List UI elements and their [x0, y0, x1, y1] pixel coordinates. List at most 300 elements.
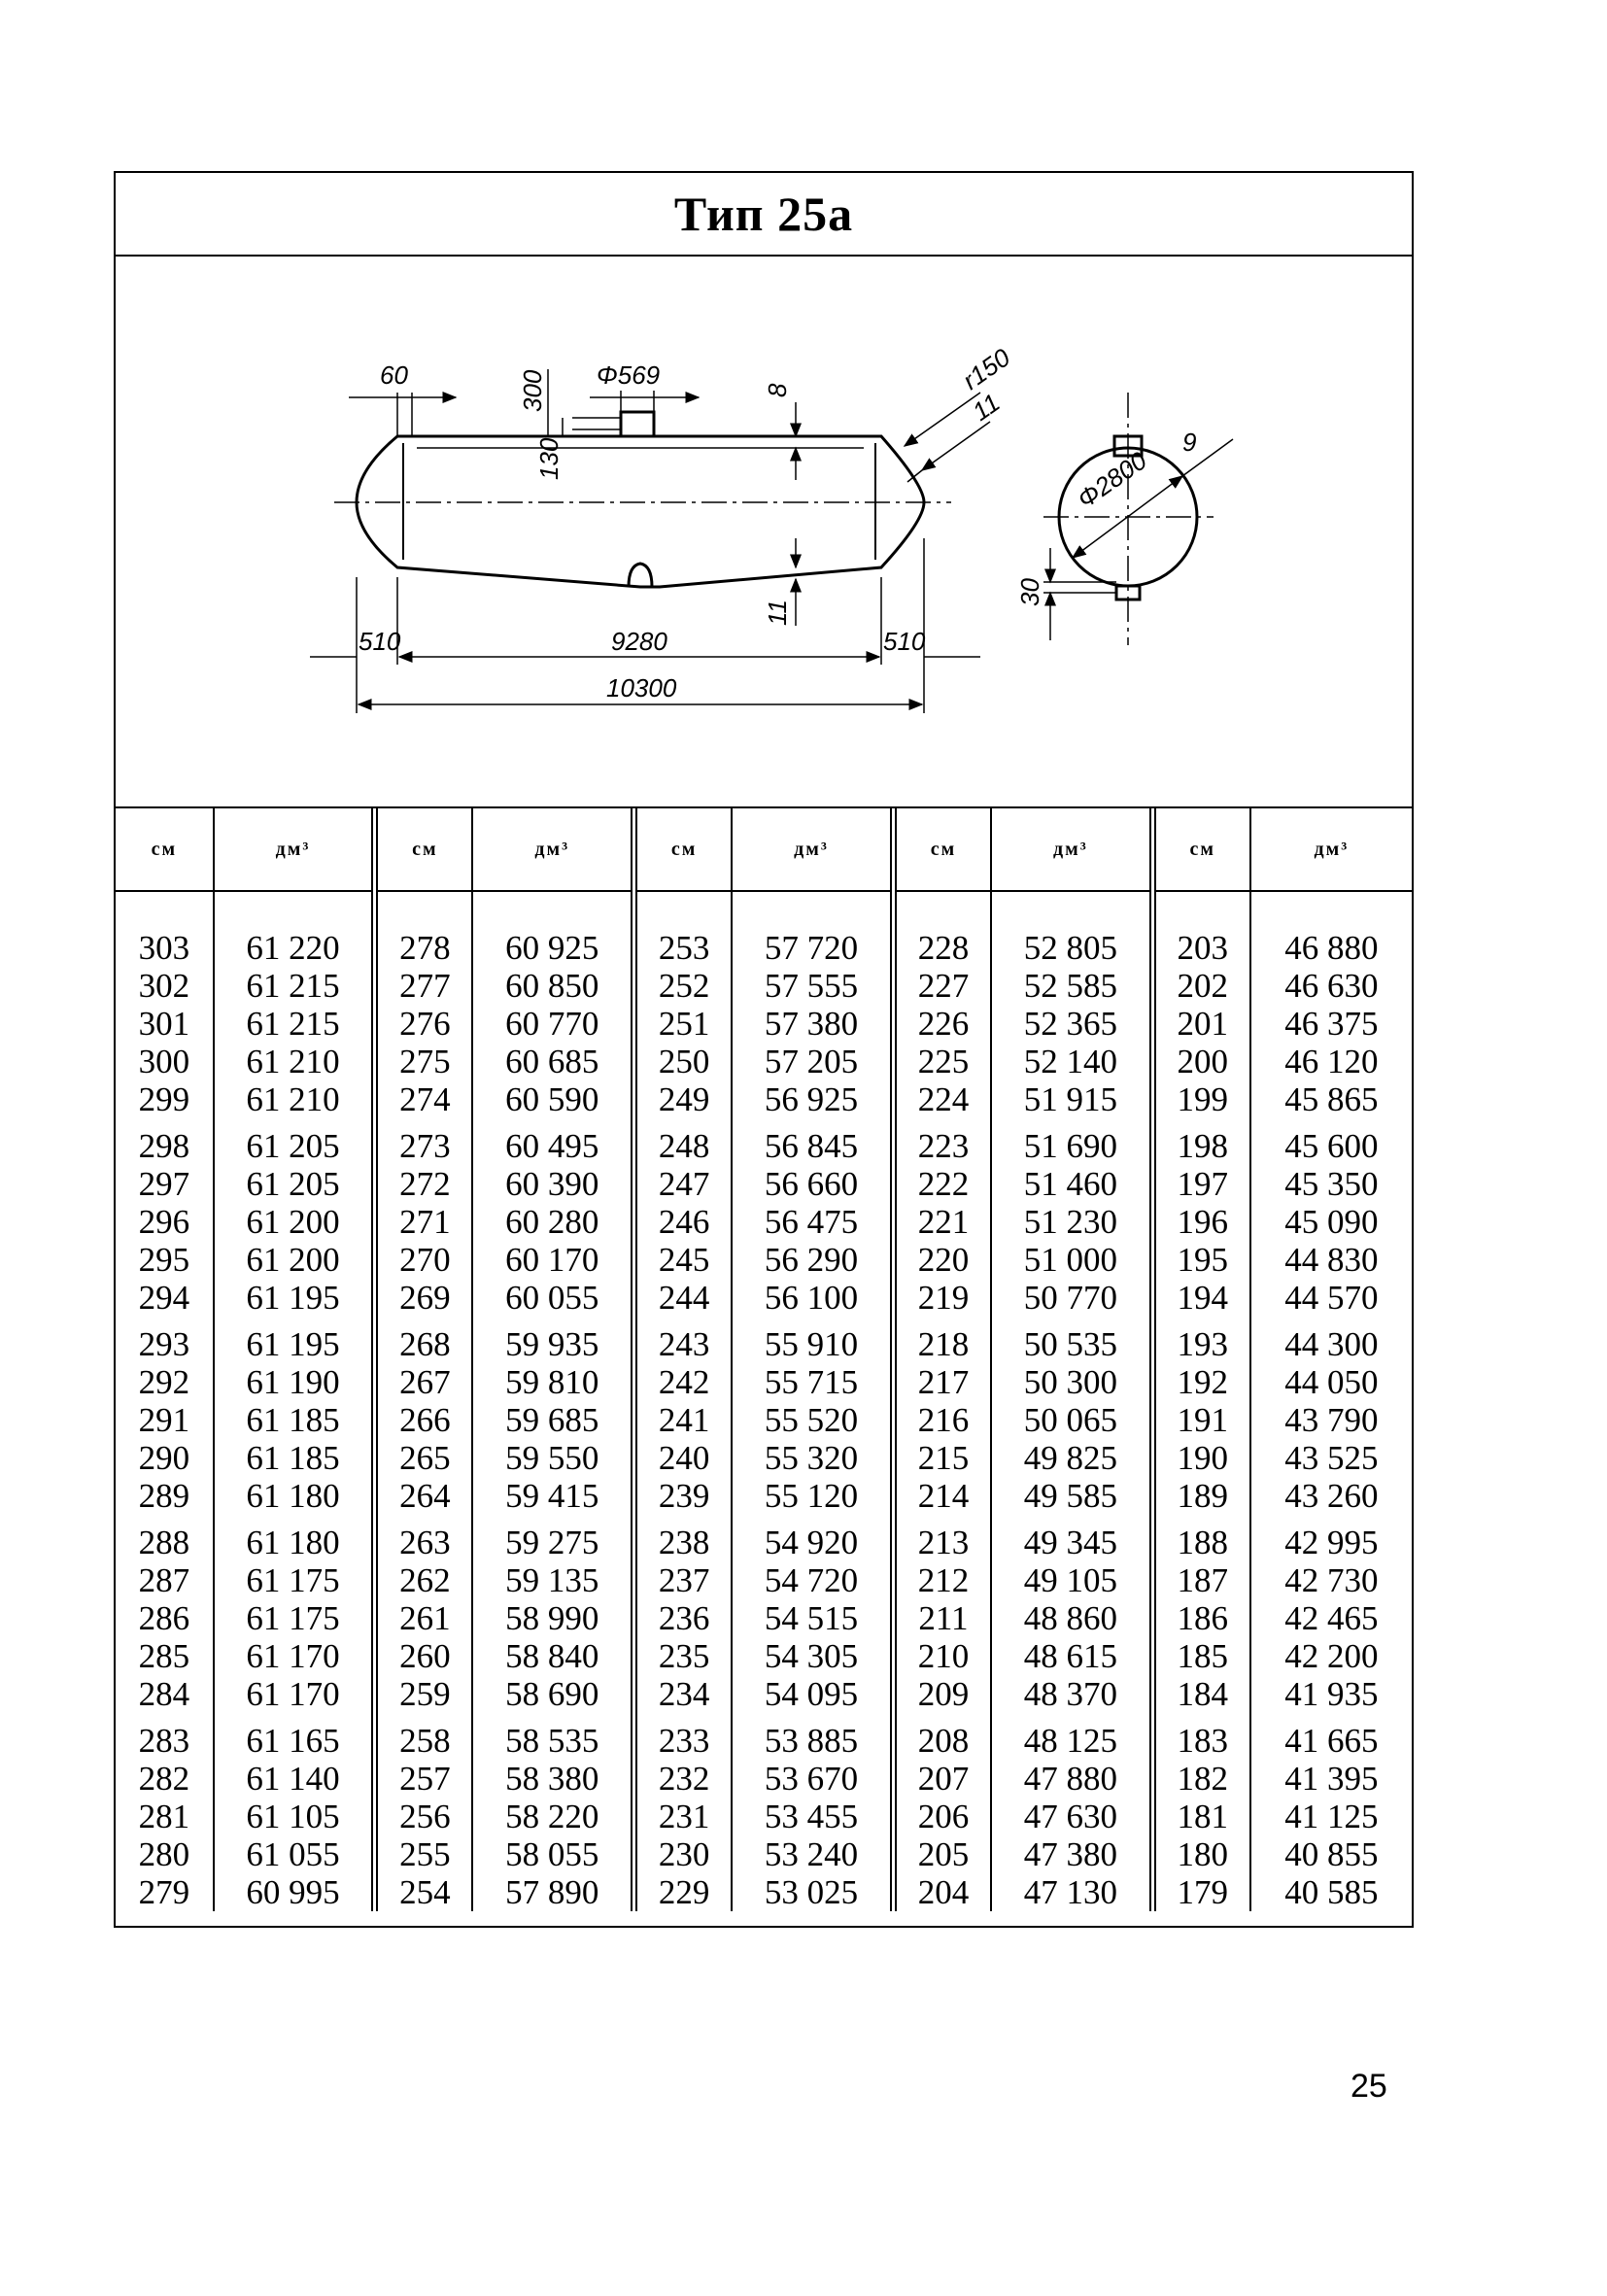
height-cm-cell: 201	[1152, 1005, 1250, 1043]
volume-dm3-cell: 61 205	[214, 1165, 375, 1203]
volume-dm3-cell: 60 390	[472, 1165, 633, 1203]
volume-dm3-cell: 59 685	[472, 1401, 633, 1439]
height-cm-cell: 196	[1152, 1203, 1250, 1241]
height-cm-cell: 255	[375, 1835, 473, 1873]
volume-dm3-cell: 61 055	[214, 1835, 375, 1873]
height-cm-cell: 197	[1152, 1165, 1250, 1203]
table-row	[116, 1798, 1412, 1835]
volume-dm3-cell: 49 825	[991, 1439, 1152, 1477]
dim-8-label: 8	[763, 383, 792, 397]
volume-dm3-cell: 49 585	[991, 1477, 1152, 1515]
height-cm-cell: 294	[116, 1279, 214, 1317]
volume-dm3-cell: 50 770	[991, 1279, 1152, 1317]
height-cm-cell: 286	[116, 1599, 214, 1637]
volume-dm3-cell: 60 850	[472, 967, 633, 1005]
volume-dm3-cell: 58 690	[472, 1675, 633, 1713]
height-cm-cell: 216	[893, 1401, 991, 1439]
height-cm-cell: 289	[116, 1477, 214, 1515]
volume-dm3-cell: 52 585	[991, 967, 1152, 1005]
volume-dm3-cell: 48 615	[991, 1637, 1152, 1675]
height-cm-cell: 191	[1152, 1401, 1250, 1439]
volume-dm3-cell: 61 180	[214, 1477, 375, 1515]
table-row	[116, 1279, 1412, 1317]
height-cm-cell: 228	[893, 929, 991, 967]
volume-dm3-cell: 56 290	[732, 1241, 893, 1279]
volume-dm3-cell: 59 135	[472, 1561, 633, 1599]
volume-dm3-cell: 45 090	[1284, 1203, 1379, 1241]
height-cm-cell: 295	[116, 1241, 214, 1279]
dim-60-label: 60	[380, 360, 408, 390]
page-number: 25	[1351, 2068, 1387, 2105]
volume-dm3-cell: 57 720	[732, 929, 893, 967]
volume-dm3-cell: 54 720	[732, 1561, 893, 1599]
height-cm-cell: 273	[375, 1118, 473, 1165]
height-cm-cell: 287	[116, 1561, 214, 1599]
height-cm-cell: 198	[1152, 1118, 1250, 1165]
height-cm-cell: 209	[893, 1675, 991, 1713]
volume-dm3-cell: 50 535	[991, 1317, 1152, 1363]
height-cm-cell: 263	[375, 1515, 473, 1561]
volume-dm3-cell: 46 120	[1284, 1043, 1379, 1080]
height-cm-cell: 271	[375, 1203, 473, 1241]
height-cm-cell: 260	[375, 1637, 473, 1675]
tank-drawing	[116, 257, 1412, 806]
header-cm-2: см	[375, 808, 473, 891]
height-cm-cell: 229	[634, 1873, 733, 1911]
volume-dm3-cell: 60 170	[472, 1241, 633, 1279]
height-cm-cell: 195	[1152, 1241, 1250, 1279]
volume-dm3-cell: 54 095	[732, 1675, 893, 1713]
volume-dm3-cell: 48 860	[991, 1599, 1152, 1637]
volume-dm3-cell: 60 770	[472, 1005, 633, 1043]
volume-dm3-cell: 55 120	[732, 1477, 893, 1515]
volume-dm3-cell: 57 890	[472, 1873, 633, 1911]
volume-dm3-cell: 61 180	[214, 1515, 375, 1561]
volume-dm3-cell: 46 880	[1284, 929, 1379, 967]
volume-dm3-cell: 49 105	[991, 1561, 1152, 1599]
page-title: Тип 25а	[116, 173, 1412, 257]
volume-dm3-cell: 58 055	[472, 1835, 633, 1873]
volume-dm3-cell: 58 535	[472, 1713, 633, 1760]
height-cm-cell: 303	[116, 929, 214, 967]
height-cm-cell: 219	[893, 1279, 991, 1317]
height-cm-cell: 238	[634, 1515, 733, 1561]
height-cm-cell: 259	[375, 1675, 473, 1713]
height-cm-cell: 251	[634, 1005, 733, 1043]
end-view	[1043, 393, 1233, 645]
volume-dm3-cell: 51 915	[991, 1080, 1152, 1118]
dim-9280-label: 9280	[611, 627, 667, 656]
volume-dm3-cell: 53 240	[732, 1835, 893, 1873]
height-cm-cell: 265	[375, 1439, 473, 1477]
volume-dm3-cell: 61 210	[214, 1043, 375, 1080]
volume-dm3-cell: 57 555	[732, 967, 893, 1005]
volume-dm3-cell: 61 195	[214, 1317, 375, 1363]
dim-130-label: 130	[534, 437, 564, 480]
dim-phi2800-label: Φ2800	[1072, 445, 1152, 514]
header-cm-4: см	[893, 808, 991, 891]
volume-dm3-cell: 60 055	[472, 1279, 633, 1317]
height-cm-cell: 282	[116, 1760, 214, 1798]
height-cm-cell: 179	[1152, 1873, 1250, 1911]
height-cm-cell: 275	[375, 1043, 473, 1080]
volume-dm3-cell: 45 350	[1284, 1165, 1379, 1203]
dim-phi569-label: Φ569	[597, 360, 661, 390]
volume-dm3-cell: 60 280	[472, 1203, 633, 1241]
height-cm-cell: 205	[893, 1835, 991, 1873]
height-cm-cell: 292	[116, 1363, 214, 1401]
table-row	[116, 1713, 1412, 1760]
height-cm-cell: 185	[1152, 1637, 1250, 1675]
volume-dm3-cell: 61 195	[214, 1279, 375, 1317]
volume-dm3-cell: 59 275	[472, 1515, 633, 1561]
table-row	[116, 1515, 1412, 1561]
table-body	[116, 891, 1412, 1911]
tank-drawing-area	[116, 257, 1412, 808]
table-row	[116, 1873, 1412, 1911]
table-row	[116, 1401, 1412, 1439]
height-cm-cell: 301	[116, 1005, 214, 1043]
height-cm-cell: 279	[116, 1873, 214, 1911]
dim-30-label: 30	[1015, 578, 1044, 606]
volume-dm3-cell: 49 345	[991, 1515, 1152, 1561]
height-cm-cell: 239	[634, 1477, 733, 1515]
volume-dm3-cell: 44 830	[1284, 1241, 1379, 1279]
volume-dm3-cell: 52 365	[991, 1005, 1152, 1043]
volume-dm3-cell: 42 995	[1284, 1524, 1379, 1561]
table-row	[116, 1005, 1412, 1043]
height-cm-cell: 188	[1152, 1515, 1250, 1561]
height-cm-cell: 210	[893, 1637, 991, 1675]
volume-dm3-cell: 61 165	[214, 1713, 375, 1760]
height-cm-cell: 231	[634, 1798, 733, 1835]
table-row	[116, 1118, 1412, 1165]
volume-dm3-cell: 58 220	[472, 1798, 633, 1835]
volume-dm3-cell: 61 175	[214, 1599, 375, 1637]
volume-dm3-cell: 44 300	[1284, 1325, 1379, 1363]
volume-dm3-cell: 57 380	[732, 1005, 893, 1043]
height-cm-cell: 220	[893, 1241, 991, 1279]
dim-11-bottom-label: 11	[763, 600, 792, 626]
dim-510-right-label: 510	[883, 627, 926, 656]
table-row	[116, 1203, 1412, 1241]
table-row	[116, 929, 1412, 967]
height-cm-cell: 207	[893, 1760, 991, 1798]
height-cm-cell: 298	[116, 1118, 214, 1165]
height-cm-cell: 218	[893, 1317, 991, 1363]
volume-dm3-cell: 48 370	[991, 1675, 1152, 1713]
height-cm-cell: 285	[116, 1637, 214, 1675]
height-cm-cell: 280	[116, 1835, 214, 1873]
volume-dm3-cell: 51 230	[991, 1203, 1152, 1241]
table-header-row	[116, 808, 1412, 891]
header-cm-5: см	[1152, 808, 1250, 891]
table-row	[116, 1165, 1412, 1203]
height-cm-cell: 243	[634, 1317, 733, 1363]
volume-dm3-cell: 45 865	[1284, 1080, 1379, 1118]
height-cm-cell: 242	[634, 1363, 733, 1401]
height-cm-cell: 240	[634, 1439, 733, 1477]
volume-dm3-cell: 58 990	[472, 1599, 633, 1637]
height-cm-cell: 217	[893, 1363, 991, 1401]
table-row	[116, 1241, 1412, 1279]
height-cm-cell: 193	[1152, 1317, 1250, 1363]
volume-dm3-cell: 53 670	[732, 1760, 893, 1798]
height-cm-cell: 283	[116, 1713, 214, 1760]
height-cm-cell: 261	[375, 1599, 473, 1637]
volume-dm3-cell: 61 140	[214, 1760, 375, 1798]
height-cm-cell: 254	[375, 1873, 473, 1911]
volume-dm3-cell: 61 170	[214, 1637, 375, 1675]
height-cm-cell: 245	[634, 1241, 733, 1279]
height-cm-cell: 227	[893, 967, 991, 1005]
volume-dm3-cell: 59 810	[472, 1363, 633, 1401]
table-row	[116, 1675, 1412, 1713]
volume-dm3-cell: 51 690	[991, 1118, 1152, 1165]
volume-dm3-cell: 61 200	[214, 1203, 375, 1241]
volume-dm3-cell: 42 465	[1284, 1599, 1379, 1637]
height-cm-cell: 274	[375, 1080, 473, 1118]
height-cm-cell: 226	[893, 1005, 991, 1043]
volume-dm3-cell: 55 320	[732, 1439, 893, 1477]
volume-dm3-cell: 56 660	[732, 1165, 893, 1203]
volume-dm3-cell: 41 125	[1284, 1798, 1379, 1835]
volume-dm3-cell: 61 185	[214, 1401, 375, 1439]
volume-dm3-cell: 54 305	[732, 1637, 893, 1675]
volume-dm3-cell: 53 885	[732, 1713, 893, 1760]
height-cm-cell: 246	[634, 1203, 733, 1241]
header-cm-1: см	[116, 808, 214, 891]
table-row	[116, 1599, 1412, 1637]
height-cm-cell: 264	[375, 1477, 473, 1515]
header-dm3-4: дм³	[991, 808, 1152, 891]
volume-dm3-cell: 51 460	[991, 1165, 1152, 1203]
height-cm-cell: 222	[893, 1165, 991, 1203]
height-cm-cell: 223	[893, 1118, 991, 1165]
volume-dm3-cell: 60 995	[214, 1873, 375, 1911]
volume-dm3-cell: 58 380	[472, 1760, 633, 1798]
dim-r150-label: r150	[957, 342, 1016, 395]
height-cm-cell: 187	[1152, 1561, 1250, 1599]
volume-dm3-cell: 61 175	[214, 1561, 375, 1599]
height-cm-cell: 200	[1152, 1043, 1250, 1080]
height-cm-cell: 206	[893, 1798, 991, 1835]
dim-10300-label: 10300	[606, 673, 677, 703]
volume-dm3-cell: 41 395	[1284, 1760, 1379, 1798]
height-cm-cell: 225	[893, 1043, 991, 1080]
height-cm-cell: 276	[375, 1005, 473, 1043]
volume-dm3-cell: 47 880	[991, 1760, 1152, 1798]
volume-dm3-cell: 47 380	[991, 1835, 1152, 1873]
volume-dm3-cell: 60 495	[472, 1118, 633, 1165]
header-dm3-1: дм³	[214, 808, 375, 891]
volume-dm3-cell: 53 025	[732, 1873, 893, 1911]
volume-dm3-cell: 59 550	[472, 1439, 633, 1477]
volume-dm3-cell: 56 100	[732, 1279, 893, 1317]
height-cm-cell: 300	[116, 1043, 214, 1080]
height-cm-cell: 202	[1152, 967, 1250, 1005]
header-dm3-5: дм³	[1250, 808, 1412, 891]
height-cm-cell: 290	[116, 1439, 214, 1477]
height-cm-cell: 269	[375, 1279, 473, 1317]
volume-dm3-cell: 40 855	[1284, 1835, 1379, 1873]
dim-11-top-label: 11	[967, 387, 1006, 427]
table-row	[116, 1477, 1412, 1515]
volume-dm3-cell: 55 910	[732, 1317, 893, 1363]
header-dm3-2: дм³	[472, 808, 633, 891]
height-cm-cell: 189	[1152, 1477, 1250, 1515]
height-cm-cell: 267	[375, 1363, 473, 1401]
height-cm-cell: 215	[893, 1439, 991, 1477]
volume-dm3-cell: 60 925	[472, 929, 633, 967]
height-cm-cell: 186	[1152, 1599, 1250, 1637]
dim-9-label: 9	[1182, 428, 1197, 457]
height-cm-cell: 257	[375, 1760, 473, 1798]
table-top-spacer	[116, 891, 1412, 929]
height-cm-cell: 296	[116, 1203, 214, 1241]
volume-dm3-cell: 52 140	[991, 1043, 1152, 1080]
height-cm-cell: 199	[1152, 1080, 1250, 1118]
height-cm-cell: 180	[1152, 1835, 1250, 1873]
height-cm-cell: 278	[375, 929, 473, 967]
height-cm-cell: 249	[634, 1080, 733, 1118]
height-cm-cell: 268	[375, 1317, 473, 1363]
tank-table-frame	[114, 171, 1414, 1928]
height-cm-cell: 253	[634, 929, 733, 967]
volume-dm3-cell: 44 570	[1284, 1279, 1379, 1317]
height-cm-cell: 281	[116, 1798, 214, 1835]
height-cm-cell: 235	[634, 1637, 733, 1675]
height-cm-cell: 234	[634, 1675, 733, 1713]
height-cm-cell: 204	[893, 1873, 991, 1911]
volume-dm3-cell: 55 715	[732, 1363, 893, 1401]
height-cm-cell: 224	[893, 1080, 991, 1118]
volume-dm3-cell: 53 455	[732, 1798, 893, 1835]
volume-dm3-cell: 61 105	[214, 1798, 375, 1835]
volume-dm3-cell: 61 210	[214, 1080, 375, 1118]
volume-dm3-cell: 61 215	[214, 967, 375, 1005]
height-cm-cell: 262	[375, 1561, 473, 1599]
table-row	[116, 1439, 1412, 1477]
height-cm-cell: 302	[116, 967, 214, 1005]
height-cm-cell: 252	[634, 967, 733, 1005]
volume-dm3-cell: 46 375	[1284, 1005, 1379, 1043]
height-cm-cell: 232	[634, 1760, 733, 1798]
height-cm-cell: 214	[893, 1477, 991, 1515]
volume-dm3-cell: 56 475	[732, 1203, 893, 1241]
height-cm-cell: 299	[116, 1080, 214, 1118]
height-cm-cell: 182	[1152, 1760, 1250, 1798]
table-row	[116, 1637, 1412, 1675]
volume-dm3-cell: 43 790	[1284, 1401, 1379, 1439]
height-cm-cell: 258	[375, 1713, 473, 1760]
height-cm-cell: 203	[1152, 929, 1250, 967]
height-cm-cell: 250	[634, 1043, 733, 1080]
volume-dm3-cell: 44 050	[1284, 1363, 1379, 1401]
height-cm-cell: 256	[375, 1798, 473, 1835]
height-cm-cell: 211	[893, 1599, 991, 1637]
volume-dm3-cell: 47 130	[991, 1873, 1152, 1911]
volume-dm3-cell: 57 205	[732, 1043, 893, 1080]
volume-dm3-cell: 45 600	[1284, 1127, 1379, 1165]
volume-dm3-cell: 50 300	[991, 1363, 1152, 1401]
volume-dm3-cell: 40 585	[1284, 1873, 1379, 1911]
height-cm-cell: 213	[893, 1515, 991, 1561]
height-cm-cell: 241	[634, 1401, 733, 1439]
volume-dm3-cell: 60 590	[472, 1080, 633, 1118]
volume-dm3-cell: 52 805	[991, 929, 1152, 967]
table-row	[116, 1363, 1412, 1401]
volume-dm3-cell: 56 925	[732, 1080, 893, 1118]
height-cm-cell: 184	[1152, 1675, 1250, 1713]
height-cm-cell: 230	[634, 1835, 733, 1873]
volume-dm3-cell: 55 520	[732, 1401, 893, 1439]
volume-dm3-cell: 61 185	[214, 1439, 375, 1477]
height-cm-cell: 208	[893, 1713, 991, 1760]
volume-dm3-cell: 58 840	[472, 1637, 633, 1675]
height-cm-cell: 291	[116, 1401, 214, 1439]
volume-dm3-cell: 60 685	[472, 1043, 633, 1080]
height-cm-cell: 221	[893, 1203, 991, 1241]
volume-table	[116, 808, 1412, 1911]
height-cm-cell: 190	[1152, 1439, 1250, 1477]
height-cm-cell: 236	[634, 1599, 733, 1637]
height-cm-cell: 192	[1152, 1363, 1250, 1401]
height-cm-cell: 272	[375, 1165, 473, 1203]
table-row	[116, 1080, 1412, 1118]
volume-dm3-cell: 51 000	[991, 1241, 1152, 1279]
dim-300-label: 300	[518, 369, 547, 412]
volume-dm3-cell: 54 920	[732, 1515, 893, 1561]
volume-dm3-cell: 61 190	[214, 1363, 375, 1401]
table-row	[116, 1760, 1412, 1798]
volume-dm3-cell: 61 205	[214, 1118, 375, 1165]
volume-dm3-cell: 59 935	[472, 1317, 633, 1363]
volume-dm3-cell: 42 730	[1284, 1561, 1379, 1599]
table-row	[116, 1835, 1412, 1873]
height-cm-cell: 248	[634, 1118, 733, 1165]
height-cm-cell: 270	[375, 1241, 473, 1279]
height-cm-cell: 181	[1152, 1798, 1250, 1835]
volume-dm3-cell: 50 065	[991, 1401, 1152, 1439]
height-cm-cell: 233	[634, 1713, 733, 1760]
dim-510-left-label: 510	[359, 627, 401, 656]
height-cm-cell: 247	[634, 1165, 733, 1203]
volume-dm3-cell: 46 630	[1284, 967, 1379, 1005]
volume-dm3-cell: 54 515	[732, 1599, 893, 1637]
height-cm-cell: 194	[1152, 1279, 1250, 1317]
height-cm-cell: 288	[116, 1515, 214, 1561]
volume-dm3-cell: 61 215	[214, 1005, 375, 1043]
height-cm-cell: 293	[116, 1317, 214, 1363]
header-cm-3: см	[634, 808, 733, 891]
volume-dm3-cell: 43 525	[1284, 1439, 1379, 1477]
height-cm-cell: 266	[375, 1401, 473, 1439]
table-row	[116, 1561, 1412, 1599]
volume-dm3-cell: 61 220	[214, 929, 375, 967]
volume-dm3-cell: 61 170	[214, 1675, 375, 1713]
height-cm-cell: 212	[893, 1561, 991, 1599]
header-dm3-3: дм³	[732, 808, 893, 891]
height-cm-cell: 237	[634, 1561, 733, 1599]
volume-dm3-cell: 42 200	[1284, 1637, 1379, 1675]
volume-dm3-cell: 43 260	[1284, 1477, 1379, 1515]
side-view	[310, 369, 990, 713]
height-cm-cell: 284	[116, 1675, 214, 1713]
height-cm-cell: 183	[1152, 1713, 1250, 1760]
table-row	[116, 967, 1412, 1005]
volume-dm3-cell: 59 415	[472, 1477, 633, 1515]
